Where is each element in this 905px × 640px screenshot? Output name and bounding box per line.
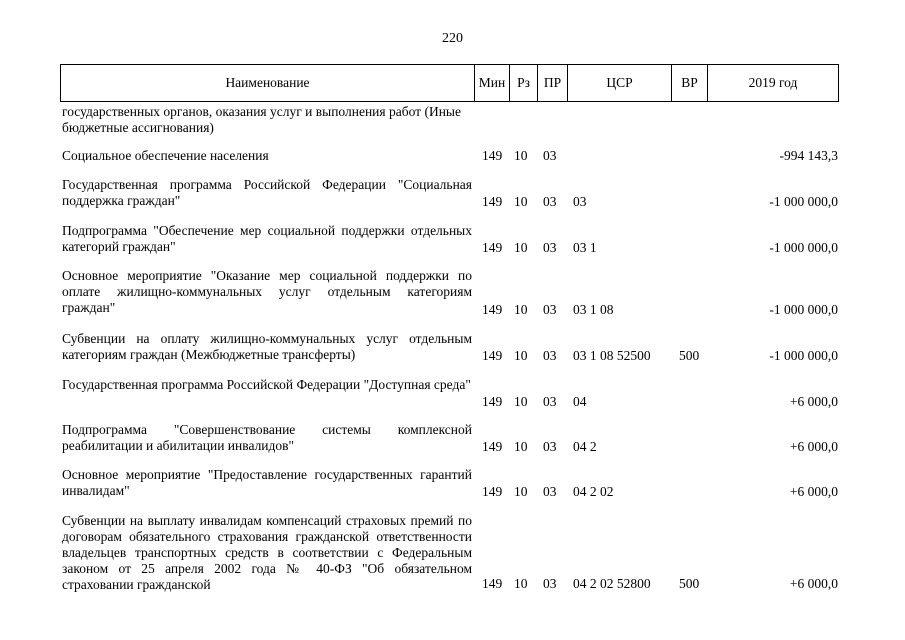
column-header-pr: ПР xyxy=(538,65,568,102)
row-min: 149 xyxy=(482,484,503,499)
row-min: 149 xyxy=(482,240,503,255)
column-header-rz: Рз xyxy=(510,65,538,102)
row-sum: +6 000,0 xyxy=(789,394,838,409)
row-name: Государственная программа Российской Федерации "Социальная поддержка граждан" xyxy=(62,177,472,208)
row-pr: 03 xyxy=(543,240,557,255)
row-min: 149 xyxy=(482,194,503,209)
column-header-csr: ЦСР xyxy=(568,65,672,102)
row-sum: -1 000 000,0 xyxy=(769,240,838,255)
row-csr: 03 xyxy=(573,194,587,209)
column-header-name: Наименование xyxy=(61,65,475,102)
row-csr: 03 1 08 xyxy=(573,302,614,317)
row-rz: 10 xyxy=(514,148,528,163)
continuation-text: государственных органов, оказания услуг и выполнения работ (Иные бюджетные ассигнования) xyxy=(62,104,461,135)
row-rz: 10 xyxy=(514,576,528,591)
row-csr: 03 1 xyxy=(573,240,597,255)
row-name: Подпрограмма "Совершенствование системы комплексной реабилитации и абилитации инвалидов" xyxy=(62,422,472,453)
row-csr: 04 2 xyxy=(573,439,597,454)
row-name: Социальное обеспечение населения xyxy=(62,148,269,163)
row-rz: 10 xyxy=(514,484,528,499)
row-rz: 10 xyxy=(514,439,528,454)
row-sum: +6 000,0 xyxy=(789,484,838,499)
row-name: Государственная программа Российской Федерации "Доступная среда" xyxy=(62,377,471,392)
row-pr: 03 xyxy=(543,302,557,317)
row-min: 149 xyxy=(482,576,503,591)
page-number: 220 xyxy=(442,31,463,46)
column-header-min: Мин xyxy=(475,65,510,102)
row-vr: 500 xyxy=(679,576,700,591)
row-name: Субвенции на оплату жилищно-коммунальных услуг отдельным категориям граждан (Межбюджетные трансферты) xyxy=(62,331,472,362)
row-sum: -1 000 000,0 xyxy=(769,302,838,317)
row-pr: 03 xyxy=(543,194,557,209)
row-pr: 03 xyxy=(543,576,557,591)
row-rz: 10 xyxy=(514,394,528,409)
row-pr: 03 xyxy=(543,439,557,454)
row-pr: 03 xyxy=(543,348,557,363)
row-rz: 10 xyxy=(514,348,528,363)
row-sum: -1 000 000,0 xyxy=(769,194,838,209)
table-header xyxy=(60,64,839,102)
row-name: Субвенции на выплату инвалидам компенсаций страховых премий по договорам обязательного страхования гражданской ответственности владельцев транспортных средств в соответствии с Федеральным законом от 25 апреля 2002 года № 40-ФЗ "Об обязательном страховании гражданской xyxy=(62,513,472,592)
row-min: 149 xyxy=(482,302,503,317)
row-pr: 03 xyxy=(543,394,557,409)
row-min: 149 xyxy=(482,439,503,454)
row-name: Основное мероприятие "Оказание мер социальной поддержки по оплате жилищно-коммунальных услуг отдельным категориям граждан" xyxy=(62,268,472,315)
row-sum: -1 000 000,0 xyxy=(769,348,838,363)
row-sum: +6 000,0 xyxy=(789,439,838,454)
row-vr: 500 xyxy=(679,348,700,363)
row-min: 149 xyxy=(482,348,503,363)
row-rz: 10 xyxy=(514,194,528,209)
column-header-year: 2019 год xyxy=(708,65,839,102)
row-name: Подпрограмма "Обеспечение мер социальной поддержки отдельных категорий граждан" xyxy=(62,223,472,254)
row-rz: 10 xyxy=(514,240,528,255)
row-csr: 04 2 02 xyxy=(573,484,614,499)
row-pr: 03 xyxy=(543,148,557,163)
row-min: 149 xyxy=(482,394,503,409)
row-name: Основное мероприятие "Предоставление государственных гарантий инвалидам" xyxy=(62,467,472,498)
row-min: 149 xyxy=(482,148,503,163)
row-pr: 03 xyxy=(543,484,557,499)
row-csr: 04 xyxy=(573,394,587,409)
row-sum: +6 000,0 xyxy=(789,576,838,591)
row-sum: -994 143,3 xyxy=(779,148,838,163)
row-csr: 03 1 08 52500 xyxy=(573,348,651,363)
row-rz: 10 xyxy=(514,302,528,317)
column-header-vr: ВР xyxy=(672,65,708,102)
row-csr: 04 2 02 52800 xyxy=(573,576,651,591)
